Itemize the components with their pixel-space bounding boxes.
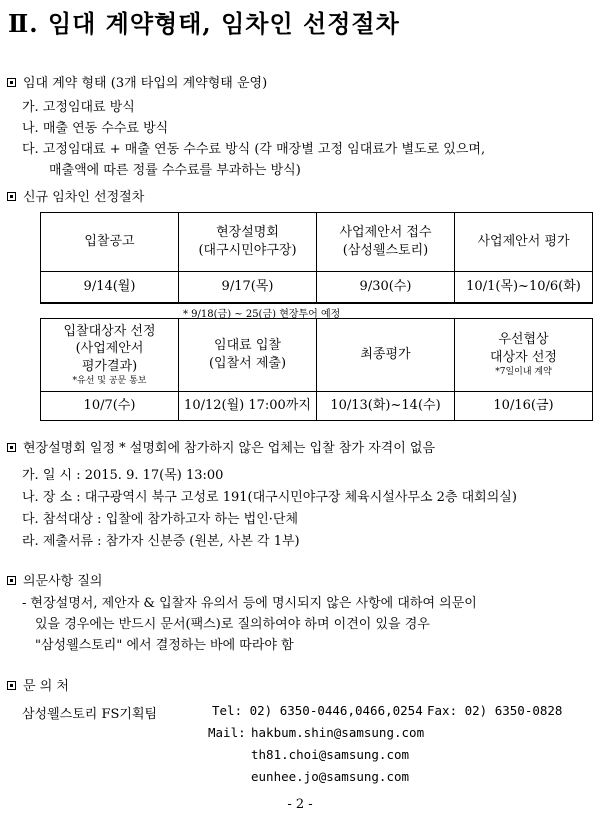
square-bullet-icon xyxy=(7,443,16,452)
table-date-cell: 9/17(목) xyxy=(179,272,317,304)
contract-type-item: 다. 고정임대료 + 매출 연동 수수료 방식 (각 매장별 고정 임대료가 별도로 있으며, xyxy=(22,142,486,157)
contact-email[interactable]: hakbum.shin@samsung.com xyxy=(251,725,425,740)
briefing-detail-item: 라. 제출서류 : 참가자 신분증 (원본, 사본 각 1부) xyxy=(22,534,300,549)
contact-mail-label: Mail: xyxy=(208,725,246,740)
square-bullet-icon xyxy=(7,78,16,87)
schedule-table-2 xyxy=(40,318,593,421)
contract-type-item: 가. 고정임대료 방식 xyxy=(22,100,135,115)
briefing-detail-item: 다. 참석대상 : 입찰에 참가하고자 하는 법인·단체 xyxy=(22,512,299,527)
inquiry-text-line: 있을 경우에는 반드시 문서(팩스)로 질의하여야 하며 이견이 있을 경우 xyxy=(35,617,430,632)
table-date-cell: 9/30(수) xyxy=(317,272,455,304)
inquiry-text-line: - 현장설명서, 제안자 & 입찰자 유의서 등에 명시되지 않은 사항에 대하여 의문이 xyxy=(22,596,477,611)
page-title: Ⅱ. 임대 계약형태, 임차인 선정절차 xyxy=(8,9,400,38)
contract-type-item-continued: 매출액에 따른 정률 수수료를 부과하는 방식) xyxy=(49,163,301,178)
table-header-cell: 우선협상 대상자 선정 *7일이내 계약 xyxy=(455,319,593,392)
table-date-cell: 10/12(월) 17:00까지 xyxy=(179,392,317,421)
section-briefing-schedule-heading: 현장설명회 일정 * 설명회에 참가하지 않은 업체는 입찰 참가 자격이 없음 xyxy=(7,437,435,456)
table-date-cell: 10/7(수) xyxy=(41,392,179,421)
contact-email[interactable]: th81.choi@samsung.com xyxy=(251,747,410,762)
section-selection-procedure-heading: 신규 임차인 선정절차 xyxy=(7,186,144,205)
site-tour-note: * 9/18(금) ~ 25(금) 현장투어 예정 xyxy=(183,309,341,320)
table-header-cell: 사업제안서 접수 (삼성웰스토리) xyxy=(317,213,455,272)
section-inquiry-heading: 의문사항 질의 xyxy=(7,570,102,589)
square-bullet-icon xyxy=(7,192,16,201)
briefing-detail-item: 가. 일 시 : 2015. 9. 17(목) 13:00 xyxy=(22,468,224,483)
table-header-cell: 최종평가 xyxy=(317,319,455,392)
contact-fax: Fax: 02) 6350-0828 xyxy=(427,703,563,718)
header-note: *7일이내 계약 xyxy=(495,367,552,378)
header-note: *유선 및 공문 통보 xyxy=(72,376,147,387)
table-header-cell: 입찰대상자 선정 (사업제안서 평가결과) *유선 및 공문 통보 xyxy=(41,319,179,392)
inquiry-text-line: "삼성웰스토리" 에서 결정하는 바에 따라야 함 xyxy=(35,638,294,653)
briefing-detail-item: 나. 장 소 : 대구광역시 북구 고성로 191(대구시민야구장 체육시설사무소 2층 대회의실) xyxy=(22,490,517,505)
schedule-table-1 xyxy=(40,212,593,304)
contact-org: 삼성웰스토리 FS기획팀 xyxy=(22,707,158,722)
table-date-cell: 10/13(화)~14(수) xyxy=(317,392,455,421)
table-header-cell: 사업제안서 평가 xyxy=(455,213,593,272)
contact-email[interactable]: eunhee.jo@samsung.com xyxy=(251,769,410,784)
table-header-cell: 임대료 입찰 (입찰서 제출) xyxy=(179,319,317,392)
table-date-cell: 10/1(목)~10/6(화) xyxy=(455,272,593,304)
square-bullet-icon xyxy=(7,681,16,690)
contact-tel: Tel: 02) 6350-0446,0466,0254 xyxy=(212,703,423,718)
page-number: - 2 - xyxy=(287,797,313,812)
contract-type-item: 나. 매출 연동 수수료 방식 xyxy=(22,121,169,136)
table-date-cell: 10/16(금) xyxy=(455,392,593,421)
table-header-cell: 현장설명회 (대구시민야구장) xyxy=(179,213,317,272)
table-date-cell: 9/14(월) xyxy=(41,272,179,304)
section-contact-heading: 문 의 처 xyxy=(7,675,69,694)
section-contract-types-heading: 임대 계약 형태 (3개 타입의 계약형태 운영) xyxy=(7,72,267,91)
table-header-cell: 입찰공고 xyxy=(41,213,179,272)
square-bullet-icon xyxy=(7,576,16,585)
